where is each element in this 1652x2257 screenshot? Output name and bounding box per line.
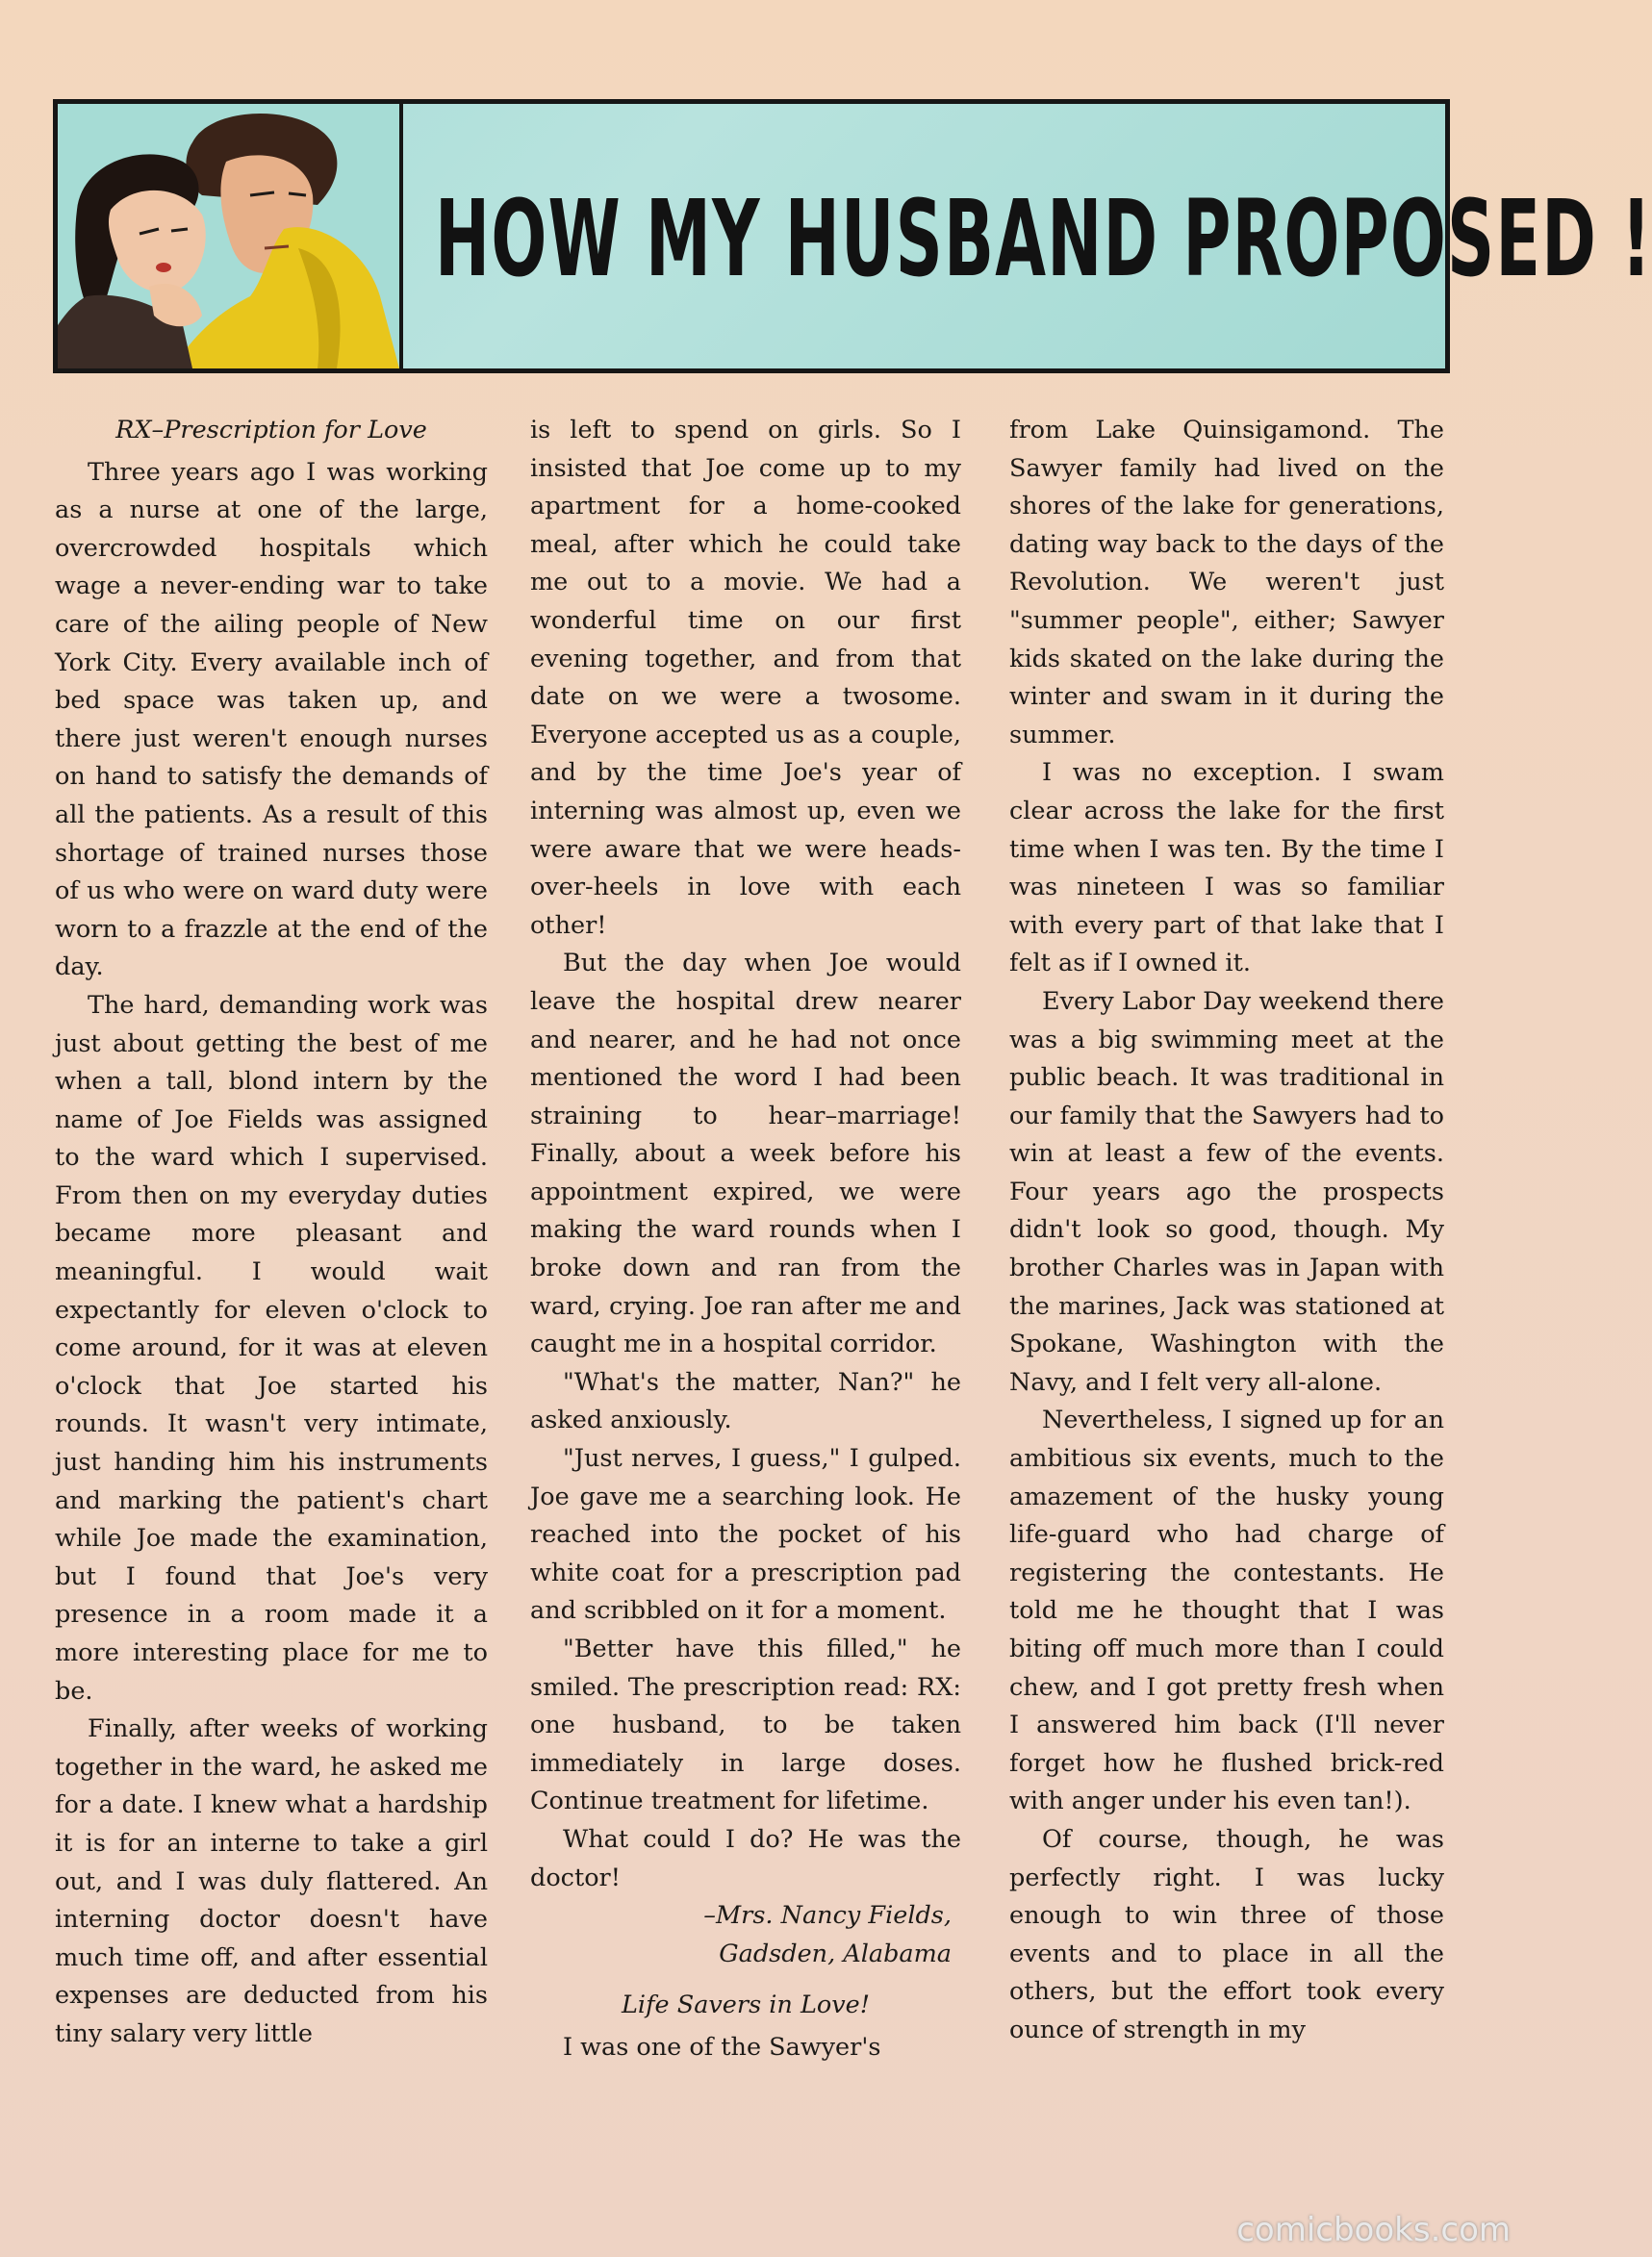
column-2	[530, 412, 961, 2182]
paragraph: "Just nerves, I guess," I gulped. Joe gave me a searching look. He reached into the pocket of his white coat for a prescription pad and scribbled on it for a moment.	[530, 1444, 961, 1626]
watermark: comicbooks.com	[1236, 2211, 1511, 2249]
column-3	[1009, 412, 1444, 2182]
signature-place: Gadsden, Alabama	[719, 1939, 952, 1968]
paragraph: "What's the matter, Nan?" he asked anxiously.	[530, 1367, 961, 1435]
paragraph: "Better have this filled," he smiled. The prescription read: RX: one husband, to be taken immediately in large doses. Continue treatment for lifetime.	[530, 1635, 961, 1816]
couple-embrace-illustration	[58, 104, 403, 368]
story-subtitle: Life Savers in Love!	[622, 1991, 870, 2020]
title-banner	[53, 99, 1652, 373]
paragraph: Three years ago I was working as a nurse at one of the large, overcrowded hospitals which wage a never-ending war to take care of the ailing people of New York City. Every available inch of bed space was taken up, and there just weren't enough nurses on hand to satisfy the demands of all the patients. As a result of this shortage of trained nurses those of us who were on ward duty were worn to a frazzle at the end of the day.	[55, 457, 488, 982]
paragraph: But the day when Joe would leave the hospital drew nearer and nearer, and he had not once mentioned the word I had been straining to hear–marriage! Finally, about a week before his appointment expired, we were making the ward rounds when I broke down and ran from the ward, crying. Joe ran after me and caught me in a hospital corridor.	[530, 949, 961, 1359]
paragraph: I was no exception. I swam clear across the lake for the first time when I was ten. By the time I was nineteen I was so familiar with every part of that lake that I felt as if I owned it.	[1009, 758, 1444, 978]
paragraph: is left to spend on girls. So I insisted that Joe come up to my apartment for a home-cooked meal, after which he could take me out to a movie. We had a wonderful time on our first evening together, and from that date on we were a twosome. Everyone accepted us as a couple, and by the time Joe's year of interning was almost up, even we were aware that we were heads-over-heels in love with each other!	[530, 416, 961, 940]
signature-name: –Mrs. Nancy Fields,	[703, 1901, 952, 1931]
paragraph: Of course, though, he was perfectly right. I was lucky enough to win three of those events and to place in all the others, but the effort took every ounce of strength in my	[1009, 1824, 1444, 2044]
paragraph: The hard, demanding work was just about getting the best of me when a tall, blond intern by the name of Joe Fields was assigned to the ward which I supervised. From then on my everyday duties became more pleasant and meaningful. I would wait expectantly for eleven o'clock to come around, for it was at eleven o'clock that Joe started his rounds. It wasn't very intimate, just handing him his instruments and marking the patient's chart while Joe made the examination, but I found that Joe's very presence in a room made it a more interesting place for me to be.	[55, 990, 488, 1706]
paragraph: I was one of the Sawyer's	[563, 2032, 881, 2062]
page-title: HOW MY HUSBAND PROPOSED !	[435, 177, 1652, 300]
paragraph: from Lake Quinsigamond. The Sawyer family had lived on the shores of the lake for generations, dating way back to the days of the Revolution. We weren't just "summer people", either; Sawyer kids skated on the lake during the winter and swam in it during the summer.	[1009, 416, 1444, 749]
paragraph: Every Labor Day weekend there was a big swimming meet at the public beach. It was traditional in our family that the Sawyers had to win at least a few of the events. Four years ago the prospects didn't look so good, though. My brother Charles was in Japan with the marines, Jack was stationed at Spokane, Washington with the Navy, and I felt very all-alone.	[1009, 986, 1444, 1397]
paragraph: Finally, after weeks of working together in the ward, he asked me for a date. I knew what a hardship it is for an interne to take a girl out, and I was duly flattered. An interning doctor doesn't have much time off, and after essential expenses are deducted from his tiny salary very little	[55, 1714, 488, 2048]
paragraph: What could I do? He was the doctor!	[530, 1824, 961, 1892]
story-subtitle: RX–Prescription for Love	[115, 416, 427, 444]
paragraph: Nevertheless, I signed up for an ambitious six events, much to the amazement of the husky young life-guard who had charge of registering the contestants. He told me he thought that I was biting off much more than I could chew, and I got pretty fresh when I answered him back (I'll never forget how he flushed brick-red with anger under his even tan!).	[1009, 1406, 1444, 1816]
column-1	[55, 412, 488, 2182]
